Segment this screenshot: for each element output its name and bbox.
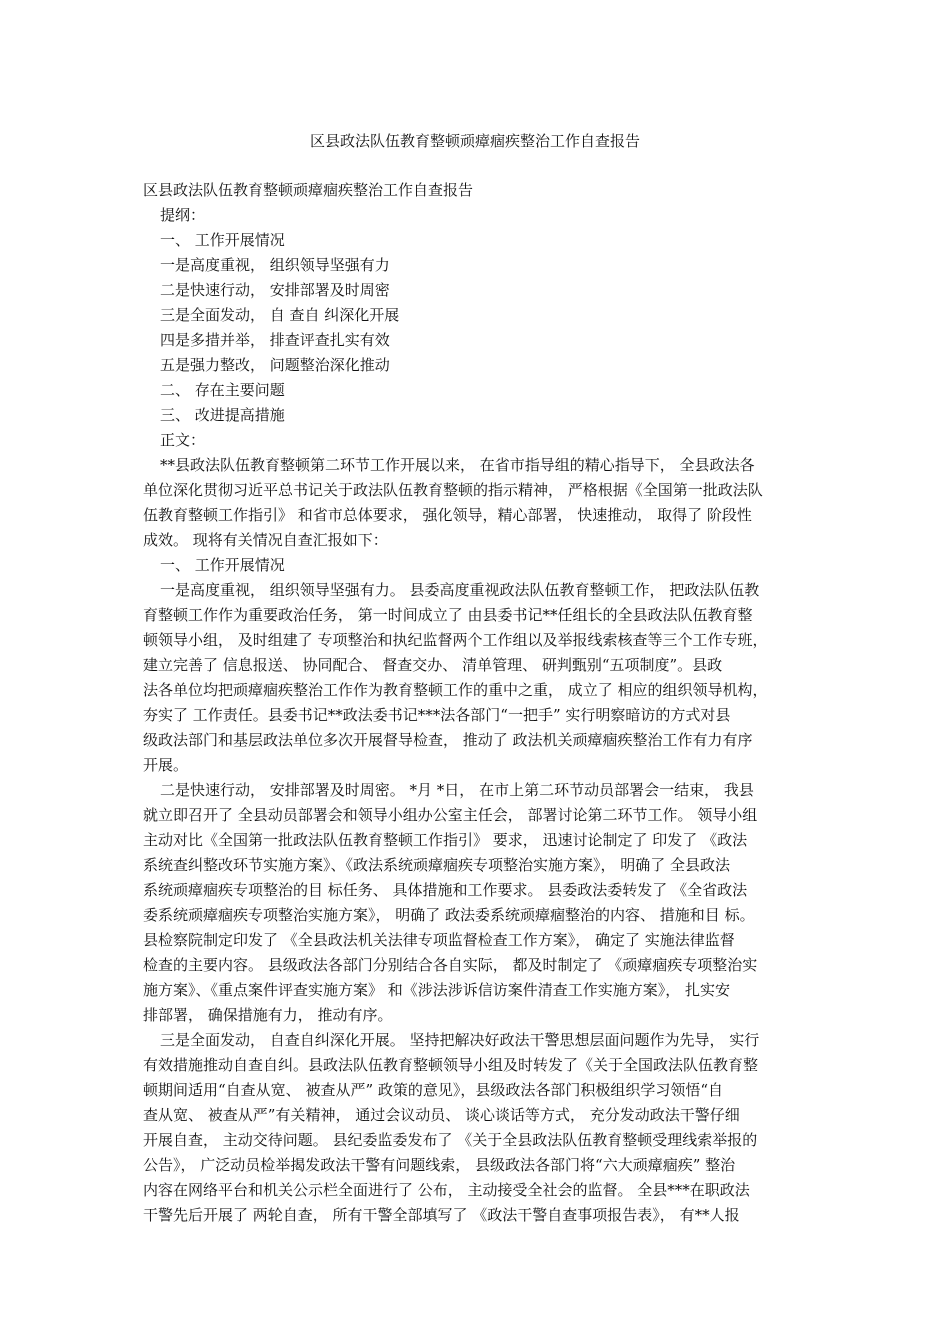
text-line: 单位深化贯彻习近平总书记关于政法队伍教育整顿的指示精神， 严格根据《全国第一批政法队 <box>143 481 763 499</box>
text-line: **县政法队伍教育整顿第二环节工作开展以来， 在省市指导组的精心指导下， 全县政法各 <box>160 456 755 474</box>
text-line: 系统顽瘴痼疾专项整治的目 标任务、 具体措施和工作要求。 县委政法委转发了 《全省政法 <box>143 881 748 899</box>
text-line: 系统查纠整改环节实施方案》、《政法系统顽瘴痼疾专项整治实施方案》， 明确了 全县政法 <box>143 856 731 874</box>
text-line: 建立完善了 信息报送、 协同配合、 督查交办、 清单管理、 研判甄别“五项制度”。县政 <box>143 656 723 674</box>
text-line: 育整顿工作作为重要政治任务， 第一时间成立了 由县委书记**任组长的全县政法队伍教育整 <box>143 606 753 624</box>
body-label: 正文： <box>160 431 206 449</box>
text-line: 就立即召开了 全县动员部署会和领导小组办公室主任会， 部署讨论第二环节工作。 领导小组 <box>143 806 758 824</box>
text-line: 顿期间适用“自查从宽、 被查从严” 政策的意见》，县级政法各部门积极组织学习领悟“自 <box>143 1081 724 1099</box>
heading-repeat: 区县政法队伍教育整顿顽瘴痼疾整治工作自查报告 <box>143 181 474 199</box>
text-line: 开展自查， 主动交待问题。 县纪委监委发布了 《关于全县政法队伍教育整顿受理线索举报的 <box>143 1131 758 1149</box>
text-line: 主动对比《全国第一批政法队伍教育整顿工作指引》 要求， 迅速讨论制定了 印发了 《政法 <box>143 831 748 849</box>
text-line: 三是全面发动， 自查自纠深化开展。 坚持把解决好政法干警思想层面问题作为先导， 实行 <box>160 1031 760 1049</box>
section-heading: 一、 工作开展情况 <box>160 556 285 574</box>
text-line: 施方案》、《重点案件评查实施方案》 和《涉法涉诉信访案件清查工作实施方案》， 扎实安 <box>143 981 731 999</box>
text-line: 公告》， 广泛动员检举揭发政法干警有问题线索， 县级政法各部门将“六大顽瘴痼疾” 整治 <box>143 1156 736 1174</box>
outline-item: 三、 改进提高措施 <box>160 406 285 424</box>
text-line: 查从宽、 被查从严”有关精神， 通过会议动员、 谈心谈话等方式， 充分发动政法干警仔细 <box>143 1106 740 1124</box>
text-line: 级政法部门和基层政法单位多次开展督导检查， 推动了 政法机关顽瘴痼疾整治工作有力有序 <box>143 731 753 749</box>
outline-item: 二是快速行动， 安排部署及时周密 <box>160 281 390 299</box>
text-line: 干警先后开展了 两轮自查， 所有干警全部填写了 《政法干警自查事项报告表》， 有**人报 <box>143 1206 740 1224</box>
text-line: 夯实了 工作责任。县委书记**政法委书记***法各部门“一把手” 实行明察暗访的方式对县 <box>143 706 731 724</box>
text-line: 顿领导小组， 及时组建了 专项整治和执纪监督两个工作组以及举报线索核查等三个工作专班， <box>143 631 768 649</box>
text-line: 委系统顽瘴痼疾专项整治实施方案》， 明确了 政法委系统顽瘴痼整治的内容、 措施和目 标。 <box>143 906 755 924</box>
text-line: 二是快速行动， 安排部署及时周密。 *月 *日， 在市上第二环节动员部署会一结束， 我县 <box>160 781 754 799</box>
outline-item: 三是全面发动， 自 查自 纠深化开展 <box>160 306 400 324</box>
text-line: 法各单位均把顽瘴痼疾整治工作作为教育整顿工作的重中之重， 成立了 相应的组织领导机构， <box>143 681 768 699</box>
outline-item: 一、 工作开展情况 <box>160 231 285 249</box>
text-line: 检查的主要内容。 县级政法各部门分别结合各自实际， 都及时制定了 《顽瘴痼疾专项整治实 <box>143 956 758 974</box>
text-line: 排部署， 确保措施有力， 推动有序。 <box>143 1006 393 1024</box>
outline-label: 提纲： <box>160 206 206 224</box>
text-line: 一是高度重视， 组织领导坚强有力。 县委高度重视政法队伍教育整顿工作， 把政法队伍教 <box>160 581 760 599</box>
text-line: 开展。 <box>143 756 189 774</box>
text-line: 伍教育整顿工作指引》 和省市总体要求， 强化领导，精心部署， 快速推动， 取得了 阶段性 <box>143 506 752 524</box>
text-line: 成效。 现将有关情况自查汇报如下： <box>143 531 388 549</box>
text-line: 县检察院制定印发了 《全县政法机关法律专项监督检查工作方案》， 确定了 实施法律监督 <box>143 931 735 949</box>
outline-item: 四是多措并举， 排查评查扎实有效 <box>160 331 390 349</box>
text-line: 有效措施推动自查自纠。县政法队伍教育整顿领导小组及时转发了《关于全国政法队伍教育整 <box>143 1056 759 1074</box>
document-title: 区县政法队伍教育整顿顽瘴痼疾整治工作自查报告 <box>309 132 640 150</box>
text-line: 内容在网络平台和机关公示栏全面进行了 公布， 主动接受全社会的监督。 全县***在职政法 <box>143 1181 750 1199</box>
document-body <box>143 178 809 1228</box>
outline-item: 五是强力整改， 问题整治深化推动 <box>160 356 390 374</box>
outline-item: 一是高度重视， 组织领导坚强有力 <box>160 256 390 274</box>
outline-item: 二、 存在主要问题 <box>160 381 285 399</box>
